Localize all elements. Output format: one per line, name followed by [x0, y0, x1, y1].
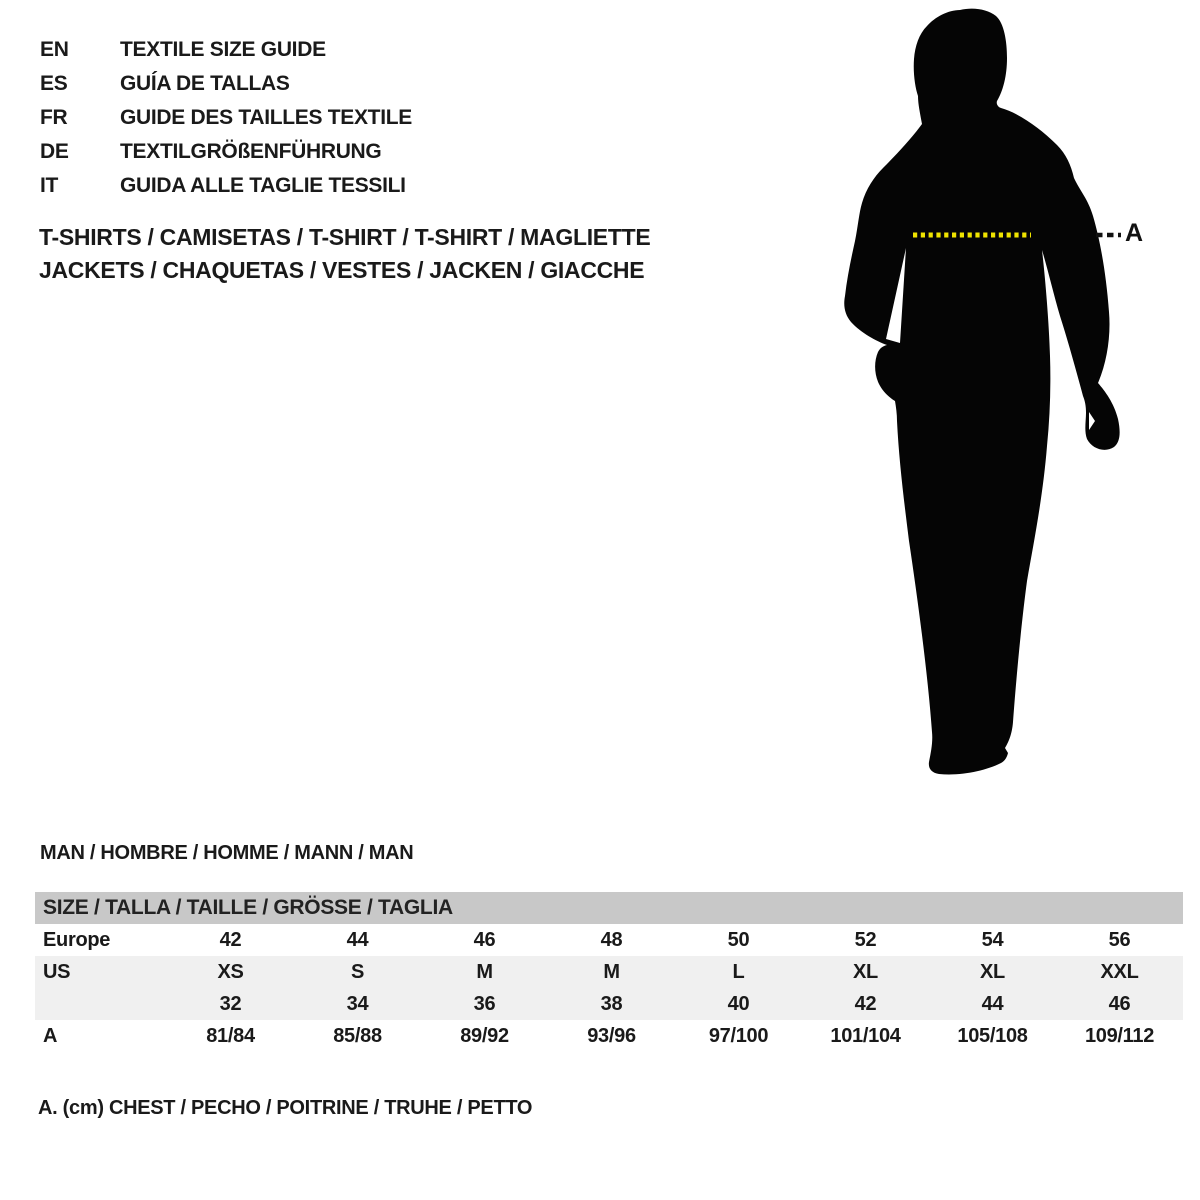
table-cell: 44 — [346, 928, 369, 951]
table-cell: 56 — [1108, 928, 1131, 951]
language-code: DE — [40, 140, 69, 163]
size-table-header: SIZE / TALLA / TAILLE / GRÖSSE / TAGLIA — [35, 892, 1183, 924]
language-title: GUIDE DES TAILLES TEXTILE — [120, 106, 412, 129]
table-cell: 42 — [854, 992, 877, 1015]
language-title: TEXTILGRÖßENFÜHRUNG — [120, 140, 382, 163]
category-lines — [39, 221, 650, 287]
table-row-numeric — [35, 988, 1183, 1020]
row-label: Europe — [43, 928, 111, 951]
table-cell: 85/88 — [333, 1024, 382, 1047]
table-cell: 54 — [981, 928, 1004, 951]
table-cell: 52 — [854, 928, 877, 951]
table-cell: XS — [217, 960, 244, 983]
table-cell: XL — [980, 960, 1005, 983]
table-cell: S — [350, 960, 365, 983]
table-cell: XL — [853, 960, 878, 983]
table-cell: 38 — [600, 992, 623, 1015]
table-cell: 34 — [346, 992, 369, 1015]
table-cell: 42 — [219, 928, 242, 951]
measure-label-a: A — [1125, 219, 1143, 247]
language-title: GUIDA ALLE TAGLIE TESSILI — [120, 174, 406, 197]
table-row-chest — [35, 1020, 1183, 1052]
language-row-fr — [40, 101, 412, 135]
table-cell: 81/84 — [206, 1024, 255, 1047]
category-tshirts: T-SHIRTS / CAMISETAS / T-SHIRT / T-SHIRT / MAGLIETTE — [39, 224, 651, 250]
language-code: EN — [40, 38, 69, 61]
table-row-us — [35, 956, 1183, 988]
table-cell: 89/92 — [460, 1024, 509, 1047]
table-row-europe — [35, 924, 1183, 956]
language-row-it — [40, 169, 412, 203]
language-code: ES — [40, 72, 68, 95]
table-cell: 48 — [600, 928, 623, 951]
language-row-de — [40, 135, 412, 169]
language-title: TEXTILE SIZE GUIDE — [120, 38, 326, 61]
table-cell: XXL — [1100, 960, 1139, 983]
table-cell: 101/104 — [830, 1024, 901, 1047]
table-cell: 109/112 — [1084, 1024, 1155, 1047]
language-code: FR — [40, 106, 68, 129]
category-jackets: JACKETS / CHAQUETAS / VESTES / JACKEN / GIACCHE — [39, 257, 645, 283]
table-cell: M — [476, 960, 493, 983]
section-title-man: MAN / HOMBRE / HOMME / MANN / MAN — [40, 842, 414, 864]
language-list — [40, 33, 412, 203]
table-cell: 97/100 — [708, 1024, 769, 1047]
man-silhouette — [844, 9, 1119, 775]
table-cell: 44 — [981, 992, 1004, 1015]
table-cell: 105/108 — [957, 1024, 1028, 1047]
table-cell: 36 — [473, 992, 496, 1015]
table-cell: 32 — [219, 992, 242, 1015]
table-cell: 46 — [1108, 992, 1131, 1015]
language-row-en — [40, 33, 412, 67]
measurement-footnote: A. (cm) CHEST / PECHO / POITRINE / TRUHE / PETTO — [38, 1097, 533, 1119]
table-cell: M — [603, 960, 620, 983]
table-cell: 40 — [727, 992, 750, 1015]
table-cell: 46 — [473, 928, 496, 951]
row-label: A — [43, 1024, 58, 1047]
table-cell: 93/96 — [587, 1024, 636, 1047]
table-cell: 50 — [727, 928, 750, 951]
language-code: IT — [40, 174, 59, 197]
table-cell: L — [732, 960, 745, 983]
man-silhouette-svg — [820, 0, 1200, 800]
row-label: US — [43, 960, 71, 983]
language-title: GUÍA DE TALLAS — [120, 72, 290, 95]
size-table — [35, 892, 1183, 1052]
language-row-es — [40, 67, 412, 101]
man-figure — [820, 0, 1200, 800]
